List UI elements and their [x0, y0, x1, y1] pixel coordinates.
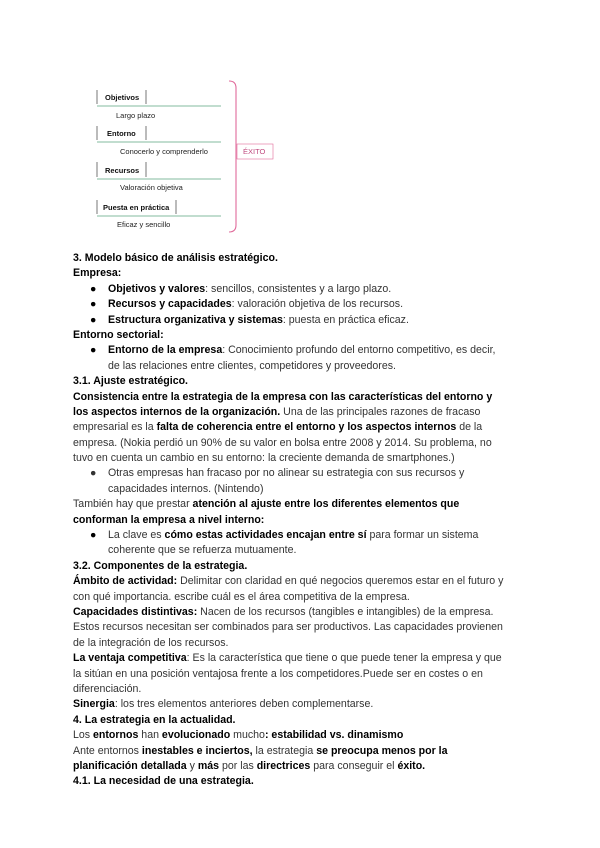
para-line: empresa. (Nokia perdió un 90% de su valor en bolsa entre 2008 y 2014. Su problema, no [73, 436, 492, 449]
heading-3: 3. Modelo básico de análisis estratégico. [73, 252, 278, 264]
para-line: conforman la empresa a nivel interno: [73, 513, 265, 526]
para-line: de la integración de los recursos. [73, 636, 229, 649]
heading-4-1: 4.1. La necesidad de una estrategia. [73, 775, 254, 788]
list-item: ● Objetivos y valores: sencillos, consistentes y a largo plazo. [90, 282, 392, 295]
para-line: Capacidades distintivas: Nacen de los recursos (tangibles e intangibles) de la empresa. [73, 605, 494, 618]
para-line: Estos recursos necesitan ser combinados para ser productivos. Las capacidades provienen [73, 621, 503, 634]
list-item-cont: de las relaciones entre clientes, competidores y proveedores. [108, 359, 396, 372]
exito-label: ÉXITO [243, 147, 266, 156]
box-puesta-desc: Eficaz y sencillo [117, 220, 171, 229]
heading-4: 4. La estrategia en la actualidad. [73, 713, 236, 726]
box-entorno-desc: Conocerlo y comprenderlo [120, 147, 208, 156]
para-line: También hay que prestar atención al ajuste entre los diferentes elementos que [73, 498, 460, 511]
para-line: Los entornos han evolucionado mucho: estabilidad vs. dinamismo [73, 729, 404, 742]
empresa-label: Empresa: [73, 267, 122, 280]
strategy-diagram [0, 0, 600, 240]
heading-3-2: 3.2. Componentes de la estrategia. [73, 559, 248, 572]
para-line: La ventaja competitiva: Es la característica que tiene o que puede tener la empresa y que [73, 652, 502, 665]
para-line: tuvo en cuenta un cambio en su entorno: la creciente demanda de smartphones.) [73, 452, 455, 465]
list-item: ● Entorno de la empresa: Conocimiento profundo del entorno competitivo, es decir, [90, 344, 496, 357]
para-line: diferenciación. [73, 682, 142, 695]
list-item-cont: capacidades internos. (Nintendo) [108, 482, 264, 495]
list-item: ● Otras empresas han fracaso por no alinear su estrategia con sus recursos y [90, 467, 465, 480]
para-line: Ámbito de actividad: Delimitar con claridad en qué negocios queremos estar en el futuro y [73, 575, 504, 588]
list-item: ● La clave es cómo estas actividades encajan entre sí para formar un sistema [90, 529, 479, 542]
list-item: ● Recursos y capacidades: valoración objetiva de los recursos. [90, 298, 404, 311]
document-body [73, 251, 525, 790]
para-line: Consistencia entre la estrategia de la empresa con las características del entorno y [73, 390, 493, 403]
list-item: ● Estructura organizativa y sistemas: puesta en práctica eficaz. [90, 313, 409, 326]
para-line: con qué importancia. escribe cuál es el área competitiva de la empresa. [73, 590, 410, 603]
list-item-cont: coherente que se refuerza mutuamente. [108, 544, 297, 557]
box-entorno-title: Entorno [107, 129, 136, 138]
box-recursos-title: Recursos [105, 166, 140, 175]
para-line: Ante entornos inestables e inciertos, la estrategia se preocupa menos por la [73, 744, 448, 757]
heading-3-1: 3.1. Ajuste estratégico. [73, 375, 189, 388]
para-line: los aspectos internos de la organización. Una de las principales razones de fracaso [73, 405, 481, 418]
entorno-sectorial-label: Entorno sectorial: [73, 328, 164, 341]
para-line: empresarial es la falta de coherencia entre el entorno y los aspectos internos de la [73, 421, 483, 434]
para-line: planificación detallada y más por las directrices para conseguir el éxito. [73, 759, 426, 772]
para-line: Sinergia: los tres elementos anteriores deben complementarse. [73, 698, 374, 711]
diagram-lines [0, 0, 600, 240]
box-objetivos-desc: Largo plazo [116, 111, 156, 120]
box-puesta-title: Puesta en práctica [103, 203, 170, 212]
para-line: la sitúan en una posición ventajosa frente a los competidores.Puede ser en costes o en [73, 667, 483, 680]
box-recursos-desc: Valoración objetiva [120, 183, 183, 192]
box-objetivos-title: Objetivos [105, 93, 140, 102]
